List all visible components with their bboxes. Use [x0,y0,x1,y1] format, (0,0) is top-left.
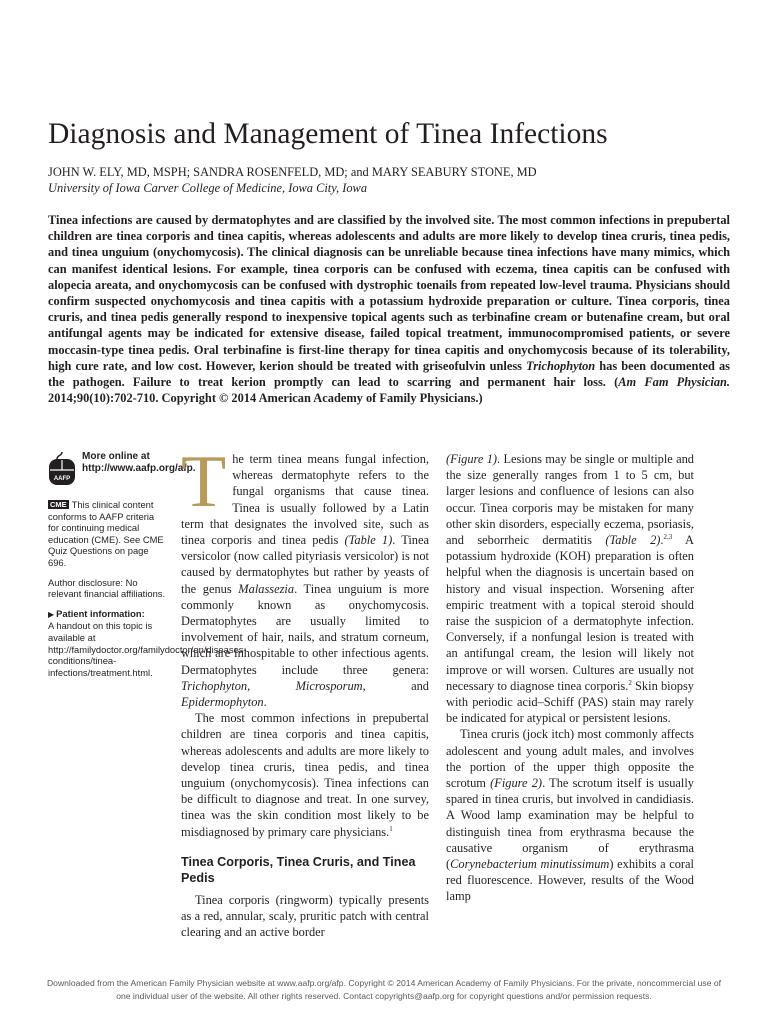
table-reference[interactable]: (Table 1) [344,533,393,548]
author-affiliation: University of Iowa Carver College of Medicine, Iowa City, Iowa [48,181,368,195]
cme-note [48,499,166,569]
author-list: JOHN W. ELY, MD, MSPH; SANDRA ROSENFELD, MD; and MARY SEABURY STONE, MD [48,165,537,179]
body-paragraph: The most common infections in prepubertal children are tinea corporis and tinea capitis, whereas adolescents and adults are more likely to develop tinea cruris, tinea pedis, and tinea unguium (onychomycosis). Tinea infections can be difficult to diagnose and treat. In one survey, tinea was the skin condition most likely to be misdiagnosed by primary care physicians.$^1$ [181,711,429,839]
mouse-icon [48,452,76,489]
aafp-icon-label: AAFP [53,476,71,482]
body-column-2 [446,451,694,905]
sidebar [48,451,247,686]
figure-reference[interactable]: (Figure 2) [490,776,543,791]
body-paragraph: Tinea corporis (ringworm) typically presents as a red, annular, scaly, pruritic patch with central clearing and an active border [181,892,429,940]
article-title: Diagnosis and Management of Tinea Infections [48,118,608,150]
abstract-citation: 2014;90(10):702-710. Copyright © 2014 American Academy of Family Physicians.) [48,391,483,406]
abstract-journal: Am Fam Physician. [618,375,731,390]
reference-marker: 2 [628,678,632,687]
drop-cap: T [181,441,227,523]
body-paragraph: (Figure 1). Lesions may be single or multiple and the size generally ranges from 1 to 5 cm, but larger lesions and confluence of lesions can also occur. Tinea corporis may be mistaken for many other skin disorders, especially eczema, psoriasis, and seborrheic dermatitis (Table 2).$^{2,3}$ A potassium hydroxide (KOH) preparation is often helpful when the diagnosis is uncertain based on history and visual inspection. Worsening after empiric treatment with a topical steroid should raise the suspicion of a dermatophyte infection. Conversely, if a nonfungal lesion is treated with an antifungal cream, the lesion will likely not improve or will worsen. Cultures are usually not necessary to diagnose tinea corporis.$^2$ Skin biopsy with periodic acid–Schiff (PAS) stain may rarely be indicated for atypical or persistent lesions. [446,452,694,726]
body-paragraph: Tinea cruris (jock itch) most commonly affects adolescent and young adult males, and involves the portion of the upper thigh opposite the scrotum (Figure 2). The scrotum itself is usually spared in tinea cruris, but involved in candidiasis. A Wood lamp examination may be helpful to distinguish tinea from erythrasma because the causative organism of erythrasma (Corynebacterium minutissimum) exhibits a coral red fluorescence. However, results of the Wood lamp [446,727,694,904]
patient-info-heading: Patient information: [56,607,145,619]
body-column-1 [181,441,430,940]
abstract-text-2: has been documented as the pathogen. Failure to treat kerion promptly can lead to scarring and permanent hair loss. ( [48,358,730,390]
cme-text: This clinical content conforms to AAFP criteria for continuing medical education (CME). See CME Quiz Questions on page 696. [48,499,164,568]
figure-reference[interactable]: (Figure 1) [446,452,498,466]
intro-paragraph: The term tinea means fungal infection, whereas dermatophyte refers to the fungal organisms that cause tinea. Tinea is usually followed by a Latin term that designates the involved site, such as tinea corporis and tinea pedis (Table 1). Tinea versicolor (now called pityriasis versicolor) is not caused by dermatophytes but rather by yeasts of the genus Malassezia. Tinea unguium is more commonly known as onychomycosis. Dermatophytes are usually limited to involvement of hair, nails, and stratum corneum, which are inhospitable to other infectious agents. Dermatophytes include three genera: Trichophyton, Microsporum, and Epidermophyton. [181,441,430,710]
patient-information [48,607,247,679]
download-footer: Downloaded from the American Family Physician website at www.aafp.org/afp. Copyright © 2014 American Academy of Family Physicians. For the private, noncommercial use of one individual user of the website. All other rights reserved. Contact copyrights@aafp.org for copyright questions and/or permission requests. [46,978,722,1001]
author-disclosure: Author disclosure: No relevant financial affiliations. [48,576,166,600]
abstract [48,212,730,406]
reference-marker: 2,3 [663,532,673,541]
cme-badge: CME [50,500,67,509]
abstract-italic-genus: Trichophyton [526,358,596,373]
more-online-block [48,451,196,499]
section-heading: Tinea Corporis, Tinea Cruris, and Tinea Pedis [181,854,416,885]
reference-marker: 1 [389,824,393,833]
abstract-text: Tinea infections are caused by dermatophytes and are classified by the involved site. The most common infections in prepubertal children are tinea corporis and tinea capitis, whereas adolescents and adults are more likely to develop tinea cruris, tinea pedis, and tinea unguium (onychomycosis). The clinical diagnosis can be unreliable because tinea infections have many mimics, which can manifest identical lesions. For example, tinea corporis can be confused with eczema, tinea capitis can be confused with alopecia areata, and onychomycosis can be confused with dystrophic toenails from repeated low-level trauma. Physicians should confirm suspected onychomycosis and tinea capitis with a potassium hydroxide preparation or culture. Tinea corporis, tinea cruris, and tinea pedis generally respond to inexpensive topical agents such as terbinafine cream or butenafine cream, but oral antifungal agents may be indicated for extensive disease, failed topical treatment, immunocompromised patients, or severe moccasin-type tinea pedis. Oral terbinafine is first-line therapy for tinea capitis and onychomycosis because of its tolerability, high cure rate, and low cost. However, kerion should be treated with griseofulvin unless [48,213,730,373]
table-reference[interactable]: (Table 2) [605,533,661,548]
more-online-link[interactable]: More online at http://www.aafp.org/afp. [82,451,196,475]
triangle-right-icon: ▶ [48,609,55,619]
patient-info-link[interactable]: A handout on this topic is available at http://familydoctor.org/familydoctor/en/diseases-conditions/tinea-infections/treatment.html. [48,620,247,678]
